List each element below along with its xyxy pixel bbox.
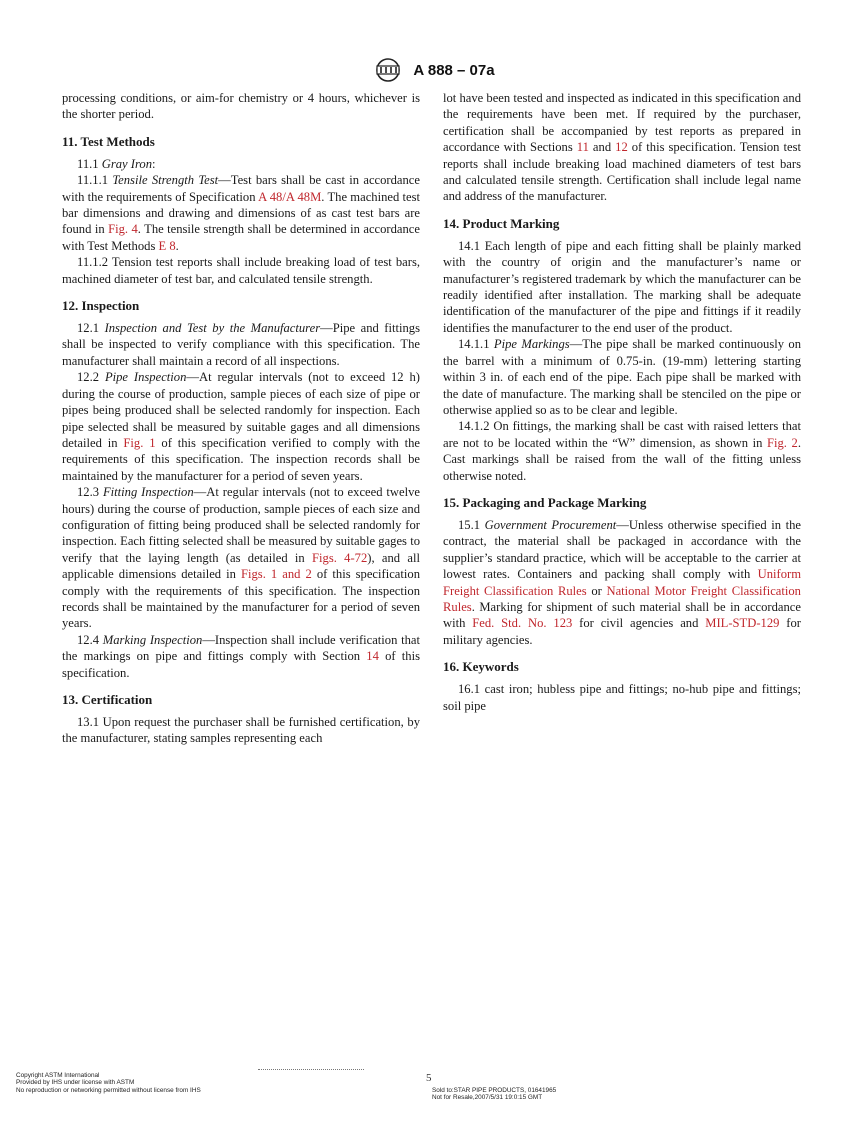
page-number: 5 <box>426 1072 432 1084</box>
paragraph-12-1: 12.1 Inspection and Test by the Manufacturer—Pipe and fittings shall be inspected to verify compliance with this specification. The manufacturer shall maintain a record of all inspections. <box>62 321 420 368</box>
section-13-heading: 13. Certification <box>62 692 153 707</box>
paragraph-13-1: 13.1 Upon request the purchaser shall be furnished certification, by the manufacturer, stating samples representing each <box>62 715 420 746</box>
ref-link-figs-4-72[interactable]: Figs. 4-72 <box>312 550 368 565</box>
ref-link-section-11[interactable]: 11 <box>576 140 589 155</box>
right-column <box>443 90 801 714</box>
intro-paragraph: processing conditions, or aim-for chemistry or 4 hours, whichever is the shorter period. <box>62 91 420 122</box>
ref-link-fed-std-123[interactable]: Fed. Std. No. 123 <box>472 616 573 631</box>
section-11-heading: 11. Test Methods <box>62 133 155 149</box>
ref-link-section-12[interactable]: 12 <box>615 140 628 155</box>
paragraph-12-4: 12.4 Marking Inspection—Inspection shall include verification that the markings on pipe and fittings comply with Section 14 of this specification. <box>62 632 421 680</box>
paragraph-14-1-1: 14.1.1 Pipe Markings—The pipe shall be marked continuously on the barrel with a minimum of 0.75-in. (19-mm) lettering starting within 3 in. of each end of the pipe. Each pipe shall be marked with the date of manufacture. The marking shall be stenciled on the pipe or otherwise applied so as to be clear and legible. <box>443 337 802 417</box>
ref-link-fig4[interactable]: Fig. 4 <box>108 222 138 237</box>
paragraph-15-1: 15.1 Government Procurement—Unless otherwise specified in the contract, the material shall be packaged in accordance with the supplier’s standard practice, which will be acceptable to the carrier at lowest rates. Containers and packing shall comply with Uniform Freight Classification Rules or National Motor Freight Classification Rules. Marking for shipment of such material shall be in accordance with Fed. Std. No. 123 for civil agencies and MIL-STD-129 for military agencies. <box>443 517 801 647</box>
ref-link-fig1[interactable]: Fig. 1 <box>123 435 156 450</box>
footer-provided: Provided by IHS under license with ASTM <box>16 1079 135 1087</box>
left-column <box>62 90 420 747</box>
section-14-heading: 14. Product Marking <box>443 215 560 231</box>
ref-link-national-motor-freight[interactable]: National Motor Freight Classification Rules <box>443 583 801 614</box>
page-header <box>0 58 866 82</box>
footer-copyright: Copyright ASTM International <box>16 1072 100 1079</box>
paragraph-16-1: 16.1 cast iron; hubless pipe and fittings; no-hub pipe and fittings; soil pipe <box>443 682 801 713</box>
footer-sold-to: Sold to:STAR PIPE PRODUCTS, 01641965 <box>432 1087 557 1094</box>
section-16-heading: 16. Keywords <box>443 659 519 675</box>
paragraph-12-3: 12.3 Fitting Inspection—At regular intervals (not to exceed twelve hours) during the course of production, sample pieces of each size and configuration of fitting being produced shall be selected randomly for inspection. Each fitting selected shall be measured by suitable gages to verify that the laying length (as detailed in Figs. 4-72), and all applicable dimensions detailed in Figs. 1 and 2 of this specification comply with the requirements of this specification. The inspection records shall be maintained by the manufacturer for a period of seven years. <box>62 485 420 631</box>
paragraph-12-2: 12.2 Pipe Inspection—At regular intervals (not to exceed 12 h) during the course of production, sample pieces of each size of pipe or pipes being produced shall be selected randomly for inspection. Each pipe selected shall be measured by suitable gages and all dimensions detailed in Fig. 1 of this specification verified to comply with the requirements of this specification. The inspection records shall be maintained by the manufacturer for a period of seven years. <box>62 370 421 483</box>
footer-no-reproduction: No reproduction or networking permitted without license from IHS <box>16 1086 201 1094</box>
certification-continued: lot have been tested and inspected as indicated in this specification and the requirements have been met. If required by the purchaser, certification shall be accompanied by test reports as prepared in accordance with Sections 11 and 12 of this specification. Tension test reports shall include breaking load machined diameters of test bars and calculated tensile strength. Certification shall include legal name and address of the manufacturer. <box>443 91 801 204</box>
footer-left <box>16 1072 201 1094</box>
ref-link-fig2[interactable]: Fig. 2 <box>767 435 798 450</box>
paragraph-11-1: 11.1 Gray Iron: <box>77 156 156 171</box>
footer-right <box>432 1087 556 1102</box>
paragraph-14-1: 14.1 Each length of pipe and each fitting shall be plainly marked with the country of origin and the manufacturer’s name or manufacturer’s registered trademark by which the manufacturer can be readily identified after installation. The marking shall be adequate identification of the manufacturer of the pipe and fittings if it readily identifies the manufacturer to the end user of the product. <box>443 238 801 335</box>
section-15-heading: 15. Packaging and Package Marking <box>443 494 647 510</box>
astm-logo-icon <box>371 58 405 82</box>
ref-link-section-14[interactable]: 14 <box>366 649 379 664</box>
paragraph-14-1-2: 14.1.2 On fittings, the marking shall be cast with raised letters that are not to be located within the “W” dimension, as shown in Fig. 2. Cast markings shall be raised from the wall of the fitting unless otherwise noted. <box>443 419 801 483</box>
document-title: A 888 – 07a <box>413 61 495 79</box>
ref-link-mil-std-129[interactable]: MIL-STD-129 <box>705 616 780 631</box>
ref-link-e8[interactable]: E 8 <box>158 238 176 253</box>
paragraph-11-1-2: 11.1.2 Tension test reports shall include breaking load of test bars, machined diameter of test bar, and calculated tensile strength. <box>62 255 420 286</box>
scan-divider <box>258 1069 364 1072</box>
section-12-heading: 12. Inspection <box>62 298 140 314</box>
paragraph-11-1-1: 11.1.1 Tensile Strength Test—Test bars shall be cast in accordance with the requirements of Specification A 48/A 48M. The machined test bar dimensions and drawing and dimensions of as cast test bars are found in Fig. 4. The tensile strength shall be determined in accordance with Test Methods E 8. <box>62 173 421 253</box>
footer-not-for-resale: Not for Resale,2007/5/31 19:0:15 GMT <box>432 1094 543 1102</box>
ref-link-uniform-freight[interactable]: Uniform Freight Classification Rules <box>443 567 801 598</box>
ref-link-a48[interactable]: A 48/A 48M <box>258 189 322 204</box>
ref-link-figs-1-2[interactable]: Figs. 1 and 2 <box>241 567 312 582</box>
